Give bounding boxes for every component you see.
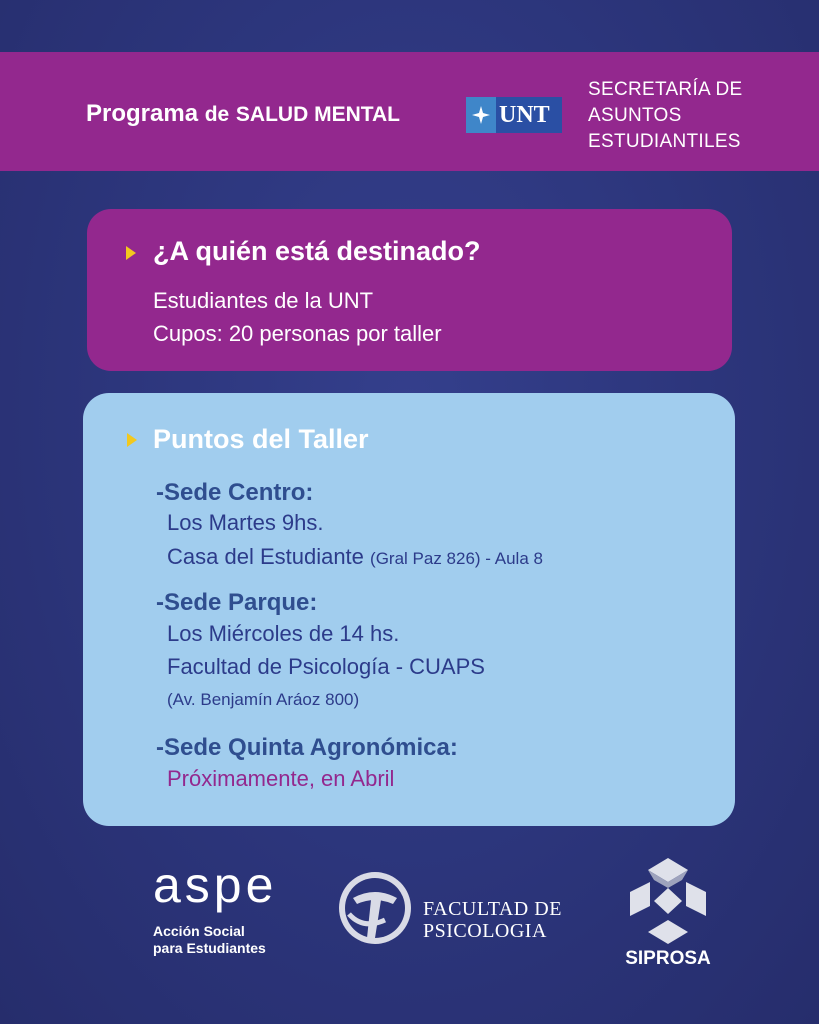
aspe-line-1: Acción Social xyxy=(153,923,245,939)
psicologia-text xyxy=(423,898,562,942)
psicologia-logo xyxy=(335,868,562,953)
bullet-triangle-icon xyxy=(126,246,136,260)
sede-parque-schedule: Los Miércoles de 14 hs. xyxy=(167,621,400,646)
sede-centro-place: Casa del Estudiante xyxy=(167,544,364,569)
secretaria-line-3: ESTUDIANTILES xyxy=(588,131,741,152)
title-main: SALUD MENTAL xyxy=(235,103,400,126)
aspe-logo xyxy=(153,855,277,957)
audience-title: ¿A quién está destinado? xyxy=(153,236,481,266)
audience-line-1: Estudiantes de la UNT xyxy=(153,288,374,313)
program-title xyxy=(86,100,400,128)
psicologia-line-1: FACULTAD DE xyxy=(423,898,562,920)
title-de: de xyxy=(204,103,230,126)
sede-centro-address xyxy=(167,544,543,570)
sede-quinta-status: Próximamente, en Abril xyxy=(167,766,395,791)
sede-centro-heading: -Sede Centro: xyxy=(156,479,314,506)
siprosa-label: SIPROSA xyxy=(625,948,711,969)
unt-logo-text: UNT xyxy=(499,101,550,128)
locations-card xyxy=(83,393,735,826)
sede-parque-place: Facultad de Psicología - CUAPS xyxy=(167,654,485,679)
unt-logo xyxy=(466,97,562,133)
aspe-line-2: para Estudiantes xyxy=(153,940,266,956)
aspe-wordmark: aspe xyxy=(153,857,278,913)
audience-card xyxy=(87,209,732,371)
sede-quinta-heading: -Sede Quinta Agronómica: xyxy=(156,734,458,761)
bullet-triangle-icon xyxy=(127,433,137,447)
sede-parque-address: (Av. Benjamín Aráoz 800) xyxy=(167,690,360,709)
psicologia-emblem-icon xyxy=(335,868,415,948)
sede-centro-schedule: Los Martes 9hs. xyxy=(167,510,324,535)
siprosa-emblem-icon xyxy=(622,856,714,946)
title-prefix: Programa xyxy=(86,100,199,127)
secretaria-line-1: SECRETARÍA DE xyxy=(588,79,743,100)
audience-line-2: Cupos: 20 personas por taller xyxy=(153,321,442,346)
sede-parque-heading: -Sede Parque: xyxy=(156,589,318,616)
locations-title: Puntos del Taller xyxy=(153,424,369,454)
secretaria-line-2: ASUNTOS xyxy=(588,105,682,126)
star-icon xyxy=(466,97,496,133)
header-banner xyxy=(0,52,819,171)
sede-centro-detail: (Gral Paz 826) - Aula 8 xyxy=(370,549,543,568)
siprosa-logo xyxy=(622,856,714,969)
psicologia-line-2: PSICOLOGIA xyxy=(423,920,547,942)
secretaria-label xyxy=(588,77,743,155)
